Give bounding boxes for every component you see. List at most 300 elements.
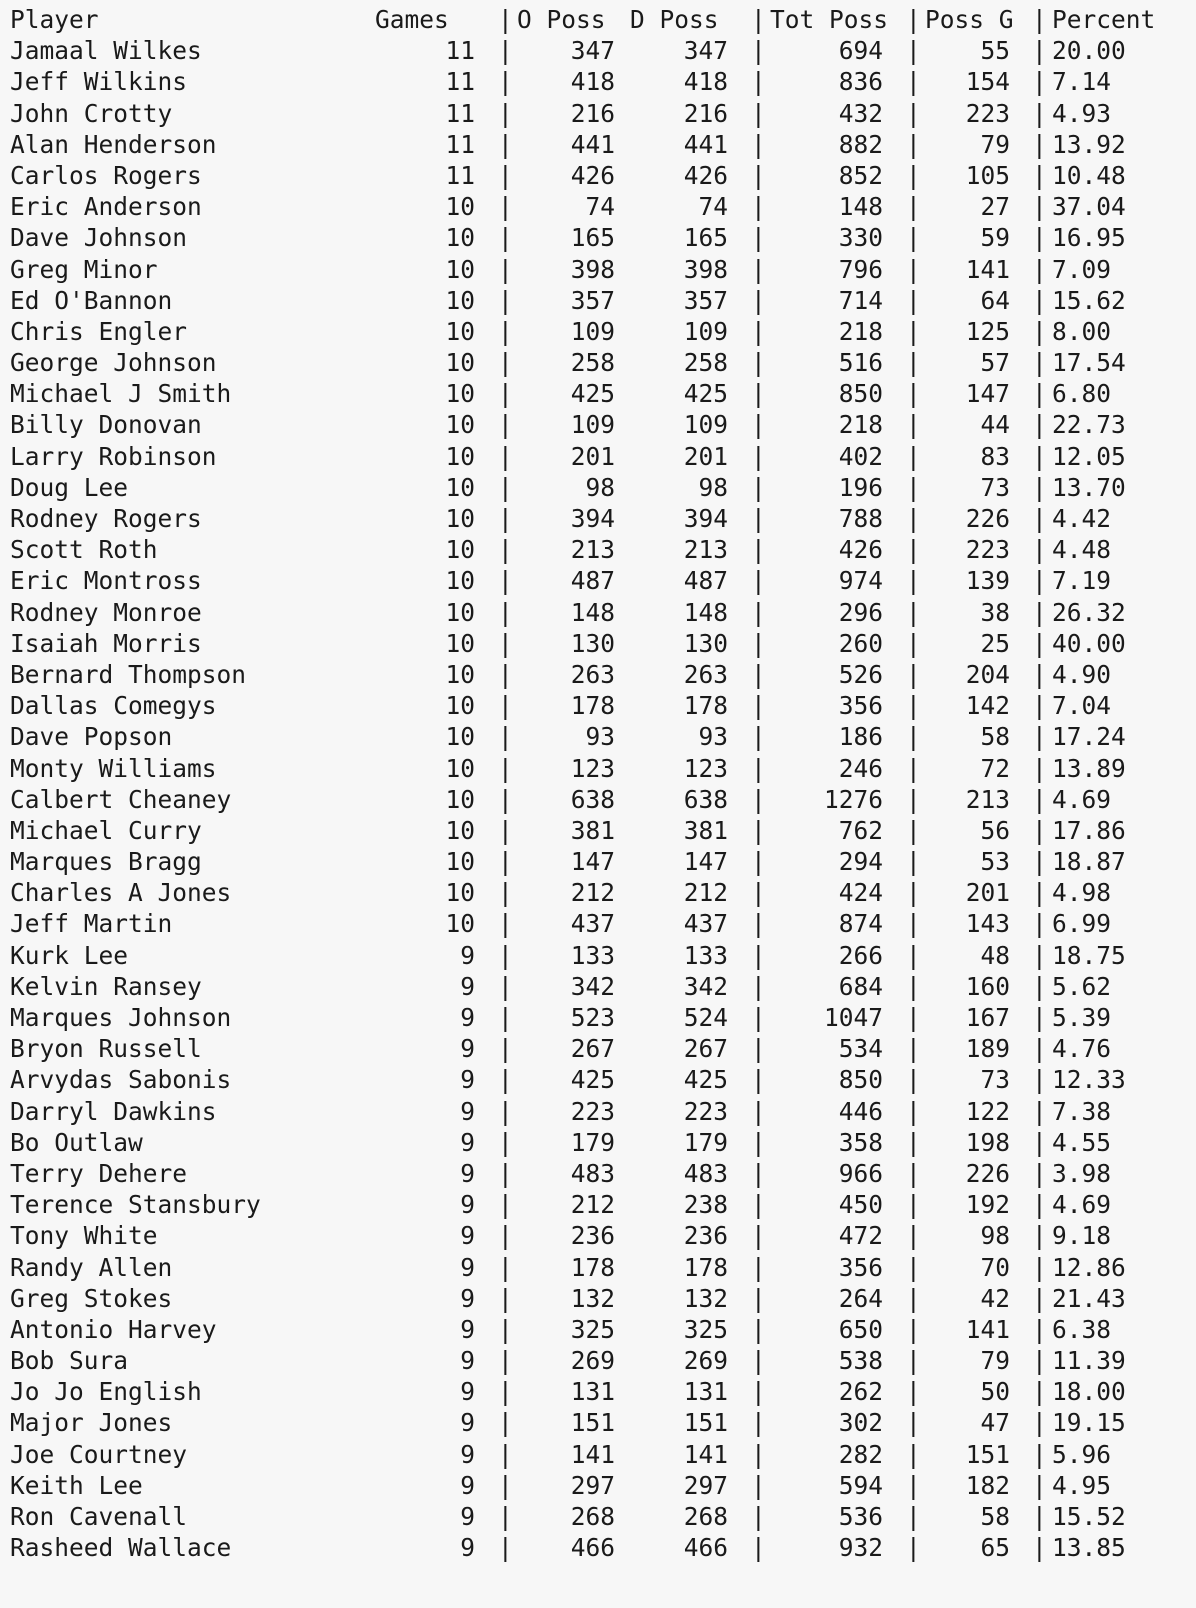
column-separator: | [906,285,921,315]
tot-poss-value: 186 [838,722,883,752]
column-separator: | [751,909,766,939]
o-poss-value: 425 [570,1065,615,1095]
poss-g-value: 223 [965,98,1010,128]
games-value: 9 [460,1221,475,1251]
player-name: Marques Bragg [10,847,202,877]
d-poss-value: 425 [683,1065,728,1095]
column-separator: | [906,5,921,34]
tot-poss-value: 424 [838,878,883,908]
table-row [10,815,1196,846]
column-separator: | [498,348,513,378]
column-separator: | [906,784,921,814]
table-row [10,191,1196,222]
column-separator: | [906,535,921,565]
column-separator: | [906,1190,921,1220]
d-poss-value: 123 [683,753,728,783]
games-value: 10 [445,691,475,721]
player-name: Bryon Russell [10,1034,202,1064]
table-row [10,1220,1196,1251]
column-separator: | [751,1096,766,1126]
column-separator: | [1032,878,1047,908]
poss-g-value: 53 [980,847,1010,877]
column-separator: | [906,472,921,502]
d-poss-value: 398 [683,254,728,284]
player-name: Eric Montross [10,566,202,596]
poss-g-value: 44 [980,410,1010,440]
percent-value: 9.18 [1052,1221,1112,1251]
games-value: 9 [460,1127,475,1157]
column-separator: | [751,1470,766,1500]
percent-value: 7.19 [1052,566,1112,596]
games-value: 9 [460,1003,475,1032]
percent-value: 37.04 [1052,192,1126,222]
column-separator: | [498,1408,513,1438]
percent-value: 6.99 [1052,909,1112,939]
o-poss-value: 466 [570,1533,615,1563]
column-separator: | [498,254,513,284]
o-poss-value: 398 [570,254,615,284]
percent-value: 17.86 [1052,815,1126,845]
table-row [10,503,1196,534]
o-poss-value: 347 [570,36,615,66]
table-row [10,472,1196,503]
tot-poss-value: 264 [838,1283,883,1313]
o-poss-value: 236 [570,1221,615,1251]
player-name: Bernard Thompson [10,659,247,689]
d-poss-value: 151 [683,1408,728,1438]
column-separator: | [1032,1470,1047,1500]
column-separator: | [1032,67,1047,97]
column-separator: | [1032,441,1047,471]
tot-poss-value: 966 [838,1158,883,1188]
games-value: 9 [460,1065,475,1095]
column-separator: | [751,722,766,752]
games-value: 9 [460,1346,475,1376]
column-separator: | [906,129,921,159]
table-row [10,441,1196,472]
d-poss-value: 133 [683,940,728,970]
tot-poss-value: 246 [838,753,883,783]
column-separator: | [1032,1252,1047,1282]
poss-g-value: 189 [965,1034,1010,1064]
o-poss-value: 425 [570,379,615,409]
tot-poss-value: 536 [838,1502,883,1531]
poss-g-value: 201 [965,878,1010,908]
poss-g-value: 79 [980,1346,1010,1376]
column-separator: | [498,1221,513,1251]
percent-value: 4.69 [1052,784,1112,814]
games-value: 9 [460,1533,475,1563]
column-separator: | [1032,1190,1047,1220]
column-separator: | [906,1221,921,1251]
tot-poss-value: 446 [838,1096,883,1126]
percent-value: 19.15 [1052,1408,1126,1438]
player-name: Rodney Monroe [10,597,202,627]
poss-g-value: 141 [965,254,1010,284]
column-separator: | [1032,160,1047,190]
table-row [10,98,1196,129]
header-d-poss: D Poss [630,5,719,34]
column-separator: | [498,160,513,190]
column-separator: | [906,1470,921,1500]
column-separator: | [751,1283,766,1313]
player-name: Billy Donovan [10,410,202,440]
column-separator: | [751,784,766,814]
o-poss-value: 179 [570,1127,615,1157]
player-name: Marques Johnson [10,1003,232,1032]
tot-poss-value: 282 [838,1439,883,1469]
poss-g-value: 122 [965,1096,1010,1126]
percent-value: 11.39 [1052,1346,1126,1376]
column-separator: | [906,597,921,627]
poss-g-value: 141 [965,1314,1010,1344]
percent-value: 4.76 [1052,1034,1112,1064]
d-poss-value: 132 [683,1283,728,1313]
o-poss-value: 418 [570,67,615,97]
d-poss-value: 258 [683,348,728,378]
tot-poss-value: 472 [838,1221,883,1251]
o-poss-value: 381 [570,815,615,845]
table-row [10,940,1196,971]
o-poss-value: 297 [570,1470,615,1500]
tot-poss-value: 850 [838,379,883,409]
o-poss-value: 93 [585,722,615,752]
tot-poss-value: 148 [838,192,883,222]
column-separator: | [751,659,766,689]
player-name: Dallas Comegys [10,691,217,721]
o-poss-value: 223 [570,1096,615,1126]
games-value: 9 [460,1190,475,1220]
table-row [10,784,1196,815]
column-separator: | [751,1408,766,1438]
table-row [10,1002,1196,1033]
column-separator: | [751,1502,766,1531]
games-value: 11 [445,36,475,66]
d-poss-value: 201 [683,441,728,471]
tot-poss-value: 974 [838,566,883,596]
column-separator: | [906,504,921,533]
tot-poss-value: 294 [838,847,883,877]
column-separator: | [498,316,513,346]
column-separator: | [498,36,513,66]
o-poss-value: 147 [570,847,615,877]
column-separator: | [498,1346,513,1376]
tot-poss-value: 296 [838,597,883,627]
column-separator: | [1032,1533,1047,1563]
column-separator: | [1032,192,1047,222]
tot-poss-value: 432 [838,98,883,128]
games-value: 10 [445,753,475,783]
column-separator: | [498,691,513,721]
column-separator: | [498,597,513,627]
percent-value: 12.33 [1052,1065,1126,1095]
column-separator: | [751,160,766,190]
games-value: 10 [445,316,475,346]
d-poss-value: 394 [683,504,728,533]
games-value: 10 [445,285,475,315]
column-separator: | [498,98,513,128]
column-separator: | [906,254,921,284]
table-row [10,1252,1196,1283]
games-value: 9 [460,1408,475,1438]
table-row [10,1314,1196,1345]
column-separator: | [906,691,921,721]
player-name: Calbert Cheaney [10,784,232,814]
percent-value: 4.48 [1052,535,1112,565]
table-row [10,1376,1196,1407]
player-name: Monty Williams [10,753,217,783]
column-separator: | [1032,254,1047,284]
column-separator: | [751,971,766,1001]
player-name: Tony White [10,1221,158,1251]
d-poss-value: 178 [683,691,728,721]
player-name: Michael J Smith [10,379,232,409]
column-separator: | [906,815,921,845]
poss-g-value: 226 [965,1158,1010,1188]
column-separator: | [498,285,513,315]
percent-value: 12.05 [1052,441,1126,471]
column-separator: | [498,67,513,97]
games-value: 10 [445,441,475,471]
column-separator: | [751,285,766,315]
table-row [10,628,1196,659]
percent-value: 7.14 [1052,67,1112,97]
column-separator: | [1032,940,1047,970]
poss-g-value: 70 [980,1252,1010,1282]
tot-poss-value: 932 [838,1533,883,1563]
header-percent: Percent [1052,5,1156,34]
d-poss-value: 223 [683,1096,728,1126]
column-separator: | [1032,5,1047,34]
column-separator: | [498,192,513,222]
player-name: Joe Courtney [10,1439,188,1469]
column-separator: | [498,1283,513,1313]
table-row [10,378,1196,409]
column-separator: | [751,410,766,440]
tot-poss-value: 538 [838,1346,883,1376]
player-name: George Johnson [10,348,217,378]
column-separator: | [906,1034,921,1064]
header-tot-poss: Tot Poss [770,5,889,34]
column-separator: | [751,98,766,128]
d-poss-value: 141 [683,1439,728,1469]
table-row [10,66,1196,97]
column-separator: | [906,1377,921,1407]
column-separator: | [1032,472,1047,502]
table-row [10,254,1196,285]
o-poss-value: 130 [570,628,615,658]
header-poss-g: Poss G [925,5,1014,34]
games-value: 10 [445,815,475,845]
poss-g-value: 151 [965,1439,1010,1469]
o-poss-value: 141 [570,1439,615,1469]
column-separator: | [1032,691,1047,721]
tot-poss-value: 516 [838,348,883,378]
o-poss-value: 216 [570,98,615,128]
tot-poss-value: 330 [838,223,883,253]
o-poss-value: 178 [570,691,615,721]
tot-poss-value: 266 [838,940,883,970]
column-separator: | [751,192,766,222]
tot-poss-value: 262 [838,1377,883,1407]
column-separator: | [751,1190,766,1220]
column-separator: | [498,5,513,34]
poss-g-value: 47 [980,1408,1010,1438]
percent-value: 20.00 [1052,36,1126,66]
tot-poss-value: 218 [838,410,883,440]
games-value: 9 [460,1439,475,1469]
player-name: Larry Robinson [10,441,217,471]
column-separator: | [751,1533,766,1563]
column-separator: | [906,1408,921,1438]
column-separator: | [1032,628,1047,658]
games-value: 9 [460,1314,475,1344]
percent-value: 15.52 [1052,1502,1126,1531]
column-separator: | [906,1065,921,1095]
tot-poss-value: 714 [838,285,883,315]
poss-g-value: 73 [980,1065,1010,1095]
o-poss-value: 212 [570,878,615,908]
percent-value: 18.00 [1052,1377,1126,1407]
table-row [10,1127,1196,1158]
poss-g-value: 142 [965,691,1010,721]
column-separator: | [1032,971,1047,1001]
column-separator: | [1032,1377,1047,1407]
d-poss-value: 425 [683,379,728,409]
column-separator: | [1032,1283,1047,1313]
player-name: Jeff Martin [10,909,173,939]
player-name: Doug Lee [10,472,129,502]
percent-value: 16.95 [1052,223,1126,253]
player-name: Chris Engler [10,316,188,346]
tot-poss-value: 1047 [823,1003,883,1032]
table-row [10,160,1196,191]
table-row [10,1033,1196,1064]
column-separator: | [498,223,513,253]
column-separator: | [906,410,921,440]
column-separator: | [906,1096,921,1126]
tot-poss-value: 852 [838,160,883,190]
o-poss-value: 178 [570,1252,615,1282]
games-value: 9 [460,1502,475,1531]
column-separator: | [906,940,921,970]
percent-value: 4.55 [1052,1127,1112,1157]
column-separator: | [751,628,766,658]
column-separator: | [1032,535,1047,565]
table-row [10,1064,1196,1095]
o-poss-value: 263 [570,659,615,689]
percent-value: 26.32 [1052,597,1126,627]
o-poss-value: 638 [570,784,615,814]
o-poss-value: 109 [570,410,615,440]
column-separator: | [751,1034,766,1064]
percent-value: 8.00 [1052,316,1112,346]
header-games: Games [375,5,449,34]
poss-g-value: 58 [980,1502,1010,1531]
poss-g-value: 105 [965,160,1010,190]
games-value: 10 [445,722,475,752]
tot-poss-value: 1276 [823,784,883,814]
games-value: 9 [460,1283,475,1313]
column-separator: | [498,815,513,845]
d-poss-value: 269 [683,1346,728,1376]
tot-poss-value: 302 [838,1408,883,1438]
table-row [10,1501,1196,1532]
column-separator: | [751,1003,766,1032]
d-poss-value: 418 [683,67,728,97]
column-separator: | [751,815,766,845]
games-value: 10 [445,254,475,284]
table-row [10,721,1196,752]
d-poss-value: 437 [683,909,728,939]
column-separator: | [751,847,766,877]
column-separator: | [751,597,766,627]
o-poss-value: 426 [570,160,615,190]
o-poss-value: 98 [585,472,615,502]
column-separator: | [498,410,513,440]
column-separator: | [498,1314,513,1344]
player-name: Charles A Jones [10,878,232,908]
column-separator: | [751,535,766,565]
column-separator: | [906,566,921,596]
poss-g-value: 125 [965,316,1010,346]
player-name: Eric Anderson [10,192,202,222]
d-poss-value: 74 [698,192,728,222]
column-separator: | [498,129,513,159]
tot-poss-value: 450 [838,1190,883,1220]
column-separator: | [751,1221,766,1251]
poss-g-value: 64 [980,285,1010,315]
games-value: 9 [460,1470,475,1500]
column-separator: | [906,659,921,689]
percent-value: 13.89 [1052,753,1126,783]
column-separator: | [906,909,921,939]
table-row [10,409,1196,440]
o-poss-value: 269 [570,1346,615,1376]
column-separator: | [906,1252,921,1282]
poss-g-value: 223 [965,535,1010,565]
percent-value: 7.09 [1052,254,1112,284]
player-name: Michael Curry [10,815,202,845]
tot-poss-value: 356 [838,1252,883,1282]
poss-g-value: 139 [965,566,1010,596]
tot-poss-value: 694 [838,36,883,66]
column-separator: | [498,722,513,752]
column-separator: | [751,691,766,721]
games-value: 10 [445,847,475,877]
o-poss-value: 394 [570,504,615,533]
d-poss-value: 524 [683,1003,728,1032]
table-row [10,316,1196,347]
column-separator: | [906,722,921,752]
column-separator: | [1032,1158,1047,1188]
d-poss-value: 148 [683,597,728,627]
player-name: Ron Cavenall [10,1502,188,1531]
column-separator: | [498,909,513,939]
column-separator: | [906,160,921,190]
column-separator: | [498,1470,513,1500]
poss-g-value: 79 [980,129,1010,159]
column-separator: | [751,1346,766,1376]
column-separator: | [1032,348,1047,378]
table-row [10,285,1196,316]
table-row [10,1532,1196,1563]
table-row [10,753,1196,784]
o-poss-value: 357 [570,285,615,315]
column-separator: | [498,1003,513,1032]
percent-value: 6.38 [1052,1314,1112,1344]
column-separator: | [906,379,921,409]
